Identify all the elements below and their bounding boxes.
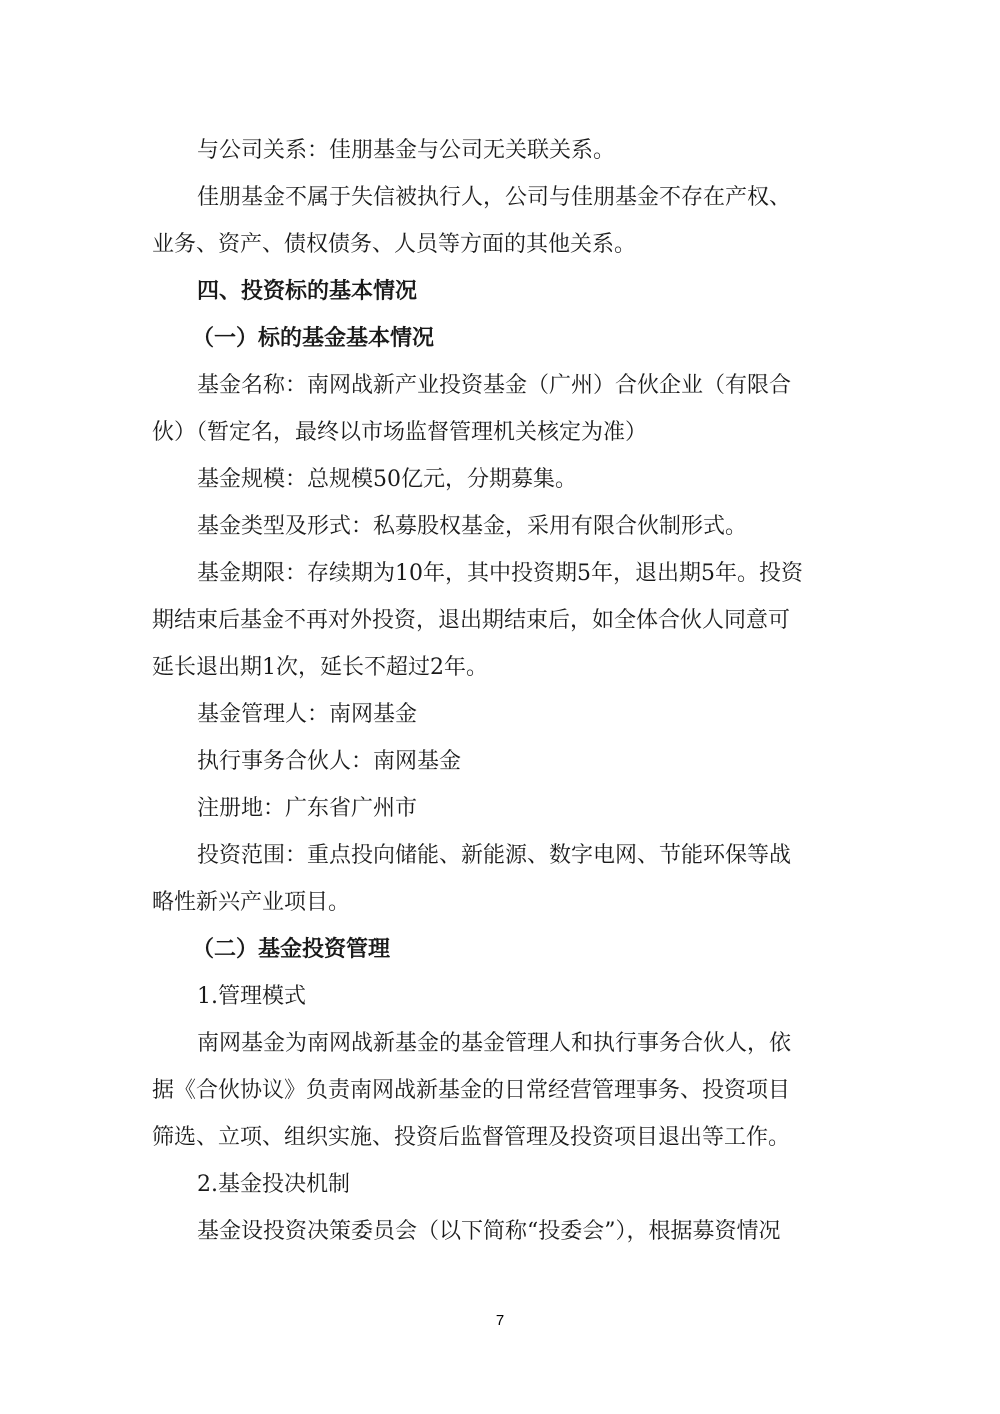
page-number: 7: [495, 1312, 505, 1329]
paragraph-line: 伙）（暂定名，最终以市场监督管理机关核定为准）: [152, 420, 648, 445]
paragraph-line: 据《合伙协议》负责南网战新基金的日常经营管理事务、投资项目: [152, 1078, 791, 1103]
paragraph-line: 投资范围：重点投向储能、新能源、数字电网、节能环保等战: [197, 843, 792, 868]
subsection-heading: （一）标的基金基本情况: [192, 326, 435, 351]
paragraph-line: 基金规模：总规模50亿元，分期募集。: [197, 467, 577, 492]
paragraph-line: 延长退出期1次，延长不超过2年。: [152, 655, 488, 680]
paragraph-line: 基金名称：南网战新产业投资基金（广州）合伙企业（有限合: [197, 373, 792, 398]
paragraph-line: 期结束后基金不再对外投资，退出期结束后，如全体合伙人同意可: [152, 608, 791, 633]
paragraph-line: 执行事务合伙人：南网基金: [197, 749, 462, 774]
paragraph-line: 基金期限：存续期为10年，其中投资期5年，退出期5年。投资: [197, 561, 803, 586]
paragraph-line: 南网基金为南网战新基金的基金管理人和执行事务合伙人，依: [197, 1031, 792, 1056]
paragraph-line: 基金管理人：南网基金: [197, 702, 418, 727]
paragraph-line: 基金类型及形式：私募股权基金，采用有限合伙制形式。: [197, 514, 748, 539]
paragraph-line: 基金设投资决策委员会（以下简称“投委会”），根据募资情况: [197, 1219, 781, 1244]
section-heading: 四、投资标的基本情况: [197, 279, 418, 304]
subheading-item: 1.管理模式: [197, 984, 306, 1009]
subsection-heading: （二）基金投资管理: [192, 937, 391, 962]
paragraph-line: 略性新兴产业项目。: [152, 890, 351, 915]
paragraph-line: 注册地：广东省广州市: [197, 796, 418, 821]
paragraph-line: 筛选、立项、组织实施、投资后监督管理及投资项目退出等工作。: [152, 1125, 791, 1150]
paragraph-line: 佳朋基金不属于失信被执行人，公司与佳朋基金不存在产权、: [197, 185, 792, 210]
paragraph-line: 业务、资产、债权债务、人员等方面的其他关系。: [152, 232, 637, 257]
subheading-item: 2.基金投决机制: [197, 1172, 350, 1197]
paragraph-line: 与公司关系：佳朋基金与公司无关联关系。: [197, 138, 616, 163]
